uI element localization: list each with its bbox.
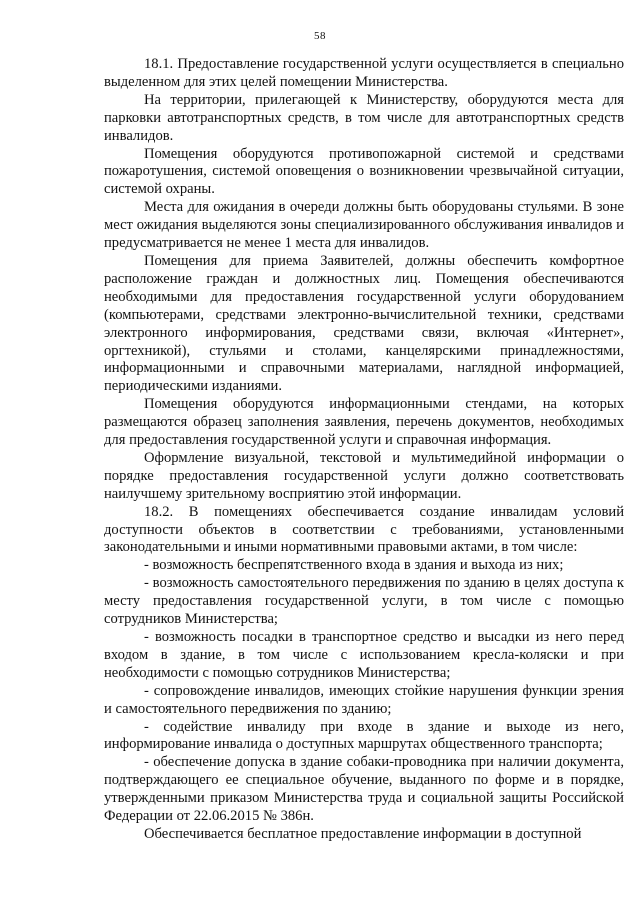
list-item-guide-dog: - обеспечение допуска в здание собаки-проводника при наличии документа, подтверждающего ее специальное обучение, выданного по форме и в порядке, утвержденными приказом Министерства труда и социальной защиты Российской Федерации от 22.06.2015 № 386н. <box>104 754 624 825</box>
paragraph-18-2: 18.2. В помещениях обеспечивается создание инвалидам условий доступности объектов в соответствии с требованиями, установленными законодательными и иными нормативными правовыми актами, в том числе: <box>104 503 624 556</box>
list-item-transport: - возможность посадки в транспортное средство и высадки из него перед входом в здание, в том числе с использованием кресла-коляски и при необходимости с помощью сотрудников Министерства; <box>104 629 624 681</box>
paragraph-waiting-area: Места для ожидания в очереди должны быть оборудованы стульями. В зоне мест ожидания выделяются зоны специализированного обслуживания инвалидов и предусматривается не менее 1 места для инвалидов. <box>104 199 624 252</box>
list-item-entry-exit: - возможность беспрепятственного входа в здания и выхода из них; <box>144 557 564 574</box>
list-item-movement: - возможность самостоятельного передвижения по зданию в целях доступа к месту предоставления государственной услуги, в том числе с помощью сотрудников Министерства; <box>104 575 624 628</box>
paragraph-fire-safety: Помещения оборудуются противопожарной системой и средствами пожаротушения, системой оповещения о возникновении чрезвычайной ситуации, системой охраны. <box>104 145 624 198</box>
list-item-assistance: - содействие инвалиду при входе в здание и выходе из него, информирование инвалида о доступных маршрутах общественного транспорта; <box>104 718 624 753</box>
list-item-escort: - сопровождение инвалидов, имеющих стойкие нарушения функции зрения и самостоятельного передвижения по зданию; <box>104 682 624 717</box>
paragraph-free-info: Обеспечивается бесплатное предоставление информации в доступной <box>144 825 582 842</box>
paragraph-reception-rooms: Помещения для приема Заявителей, должны обеспечить комфортное расположение граждан и должностных лиц. Помещения обеспечиваются необходимыми для предоставления государственной услуги оборудованием (компьютерами, средствами электронно-вычислительной техники, средствами электронного информирования, средствами связи, включая «Интернет», оргтехникой), стульями и столами, канцелярскими принадлежностями, информационными и справочными материалами, наглядной информацией, периодическими изданиями. <box>104 252 624 395</box>
paragraph-info-design: Оформление визуальной, текстовой и мультимедийной информации о порядке предоставления государственной услуги должно соответствовать наилучшему зрительному восприятию этой информации. <box>104 449 624 502</box>
paragraph-info-stands: Помещения оборудуются информационными стендами, на которых размещаются образец заполнения заявления, перечень документов, необходимых для предоставления государственной услуги и справочная информация. <box>104 396 624 449</box>
paragraph-parking: На территории, прилегающей к Министерству, оборудуются места для парковки автотранспортных средств, в том числе для автотранспортных средств инвалидов. <box>104 91 624 144</box>
document-body <box>104 56 624 844</box>
page-number: 58 <box>314 30 326 42</box>
paragraph-18-1: 18.1. Предоставление государственной услуги осуществляется в специально выделенном для этих целей помещении Министерства. <box>104 56 624 90</box>
